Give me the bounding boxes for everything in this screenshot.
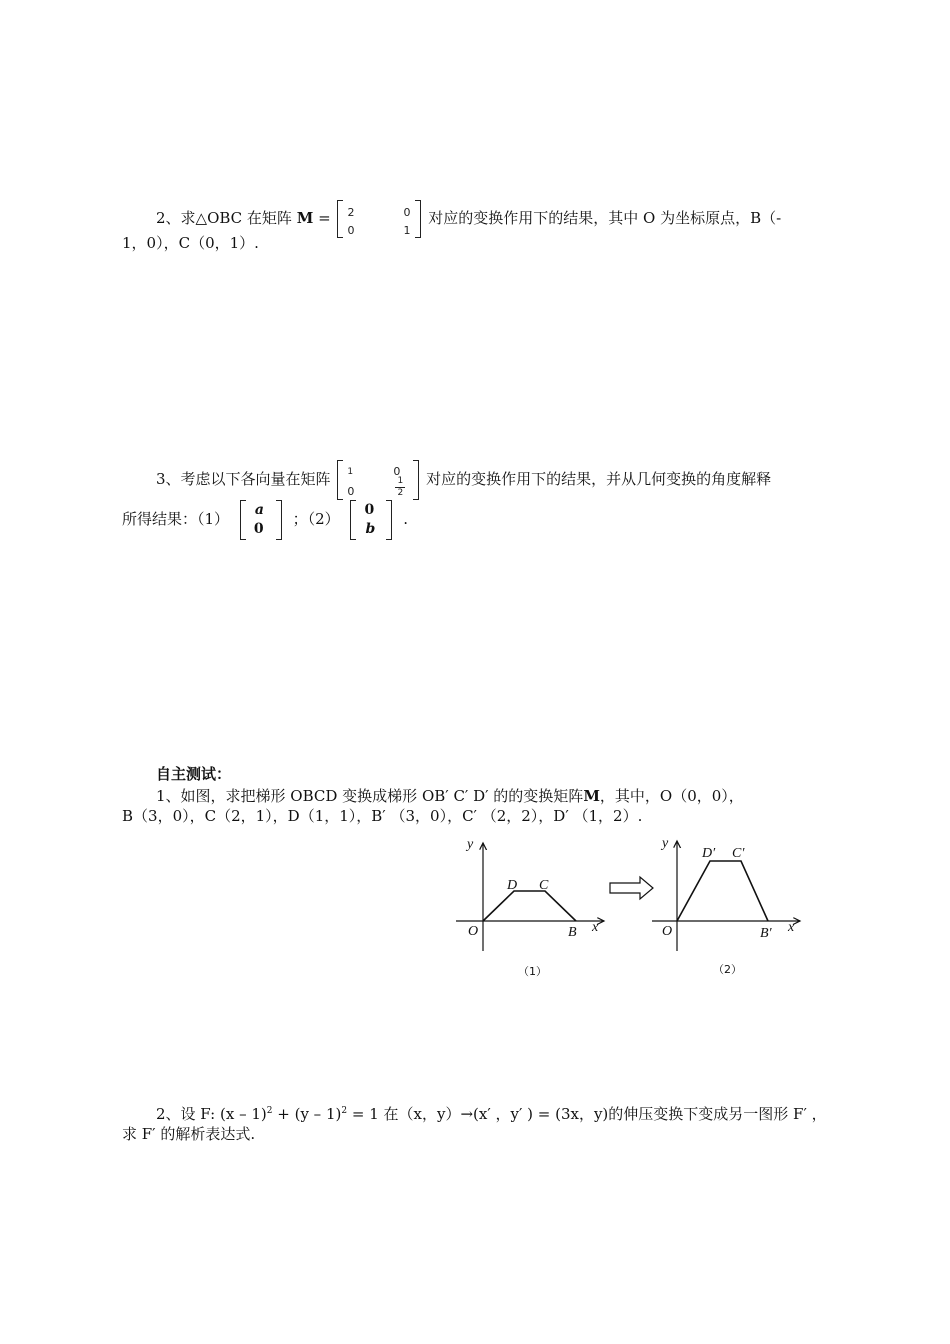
q2-prefix: 2、求△OBC 在矩阵: [156, 209, 292, 227]
st-q1-matrix-name: M: [583, 787, 600, 805]
right-caption: （2）: [713, 963, 742, 976]
q3-m21: 0: [347, 485, 355, 498]
left-b-label: B: [568, 925, 577, 940]
q3-vec1-bottom: 0: [253, 521, 264, 537]
left-trapezoid: [483, 891, 576, 921]
st-q2-part-b: + (y – 1): [272, 1105, 342, 1123]
q2-m22: 1: [403, 224, 411, 237]
transform-arrow-icon: [610, 877, 653, 899]
q3-vec1-top: a: [254, 502, 264, 518]
diagram-left: [456, 837, 604, 978]
q2-m11: 2: [347, 206, 355, 219]
right-d-label: D′: [702, 846, 716, 861]
st-q1-line1: [156, 786, 744, 806]
diagram-right: [652, 836, 800, 976]
st-q1-prefix: 1、如图，求把梯形 OBCD 变换成梯形 OB′ C′ D′ 的的变换矩阵: [156, 787, 584, 805]
q2-line2: 1，0），C（0，1）.: [122, 234, 259, 252]
q3-line2-prefix: 所得结果：（1）: [122, 510, 230, 528]
right-trapezoid: [677, 861, 768, 921]
st-q1-suffix: ，其中，O（0，0），: [599, 787, 744, 805]
left-y-label: y: [467, 837, 474, 852]
st-q2-line1: [156, 1101, 827, 1124]
q3-vector-1: [240, 500, 282, 540]
q3-m22-fraction: [395, 477, 405, 498]
q3-m22-num: 1: [397, 476, 404, 486]
right-x-label: x: [788, 920, 795, 935]
left-caption: （1）: [518, 965, 547, 978]
self-test-heading: 自主测试：: [156, 765, 232, 783]
q3-vec2-top: 0: [364, 502, 375, 518]
q3-m12: 0: [393, 465, 401, 478]
q2-matrix-name: M: [296, 209, 314, 227]
st-q2-part-a: 2、设 F: (x – 1): [156, 1105, 267, 1123]
right-o-label: O: [662, 924, 673, 939]
right-c-label: C′: [732, 846, 745, 861]
q3-suffix: 对应的变换作用下的结果，并从几何变换的角度解释: [426, 470, 772, 488]
q2-m21: 0: [347, 224, 355, 237]
st-q2-sup2: 2: [341, 1106, 348, 1116]
q3-separator: ；（2）: [292, 510, 340, 528]
q3-m11: 1: [347, 467, 354, 477]
q2-matrix: [337, 200, 421, 238]
q3-m22-den: 2: [397, 488, 404, 498]
st-q2-part-c: = 1 在（x，y）→(x′ ，y′ ) = (3x，y)的伸压变换下变成另一图形 F′ ，: [347, 1105, 827, 1123]
left-o-label: O: [468, 924, 479, 939]
q3-vec2-bottom: b: [365, 521, 376, 537]
right-b-label: B′: [760, 926, 772, 941]
left-x-label: x: [592, 920, 599, 935]
q3-prefix: 3、考虑以下各向量在矩阵: [156, 470, 331, 488]
q3-matrix: [337, 460, 419, 500]
q3-vector-2: [350, 500, 392, 540]
q3-end: .: [403, 510, 408, 528]
st-q2-line2: 求 F′ 的解析表达式.: [122, 1125, 256, 1143]
st-q2-sup1: 2: [266, 1106, 273, 1116]
left-d-label: D: [507, 878, 518, 893]
q2-suffix: 对应的变换作用下的结果，其中 O 为坐标原点，B（-: [428, 209, 782, 227]
q3-line2: [122, 500, 408, 540]
q2-equals: =: [318, 209, 331, 227]
left-c-label: C: [539, 878, 549, 893]
q2-m12: 0: [403, 206, 411, 219]
trapezoid-figure: [450, 835, 820, 985]
st-q1-line2: B（3，0），C（2，1），D（1，1），B′ （3，0），C′ （2，2），D′ （1，2）.: [122, 807, 643, 825]
q3-line1: [156, 460, 771, 500]
right-y-label: y: [662, 836, 669, 851]
